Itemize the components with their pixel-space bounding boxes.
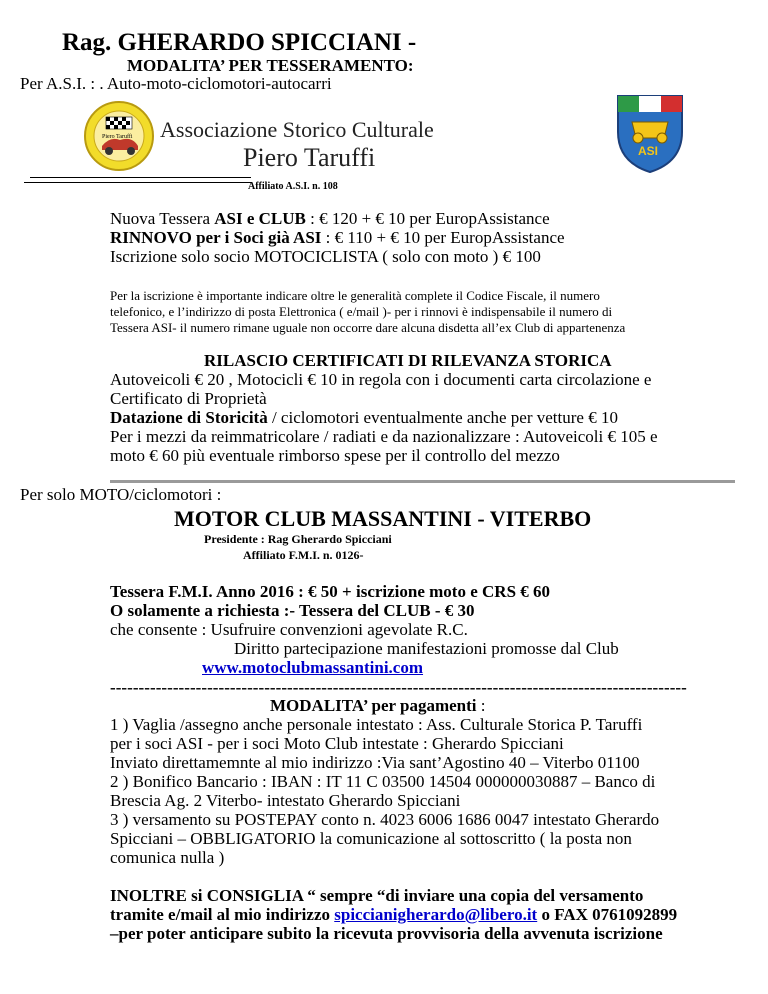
payment-line: Brescia Ag. 2 Viterbo- intestato Gherardo Spicciani xyxy=(110,791,461,810)
club-benefit: Diritto partecipazione manifestazioni promosse dal Club xyxy=(234,639,619,658)
fee-renewal xyxy=(110,228,565,248)
document-title: Rag. GHERARDO SPICCIANI - xyxy=(62,29,417,56)
club-card-fee: O solamente a richiesta :- Tessera del CLUB - € 30 xyxy=(110,601,475,620)
moto-club-affiliation: Affiliato F.M.I. n. 0126- xyxy=(243,548,364,562)
fee-new-bold: ASI e CLUB xyxy=(214,209,306,228)
club-website-link[interactable]: www.motoclubmassantini.com xyxy=(202,658,424,677)
payment-line: Spicciani – OBBLIGATORIO la comunicazione al sottoscritto ( la posta non xyxy=(110,829,632,848)
payment-line: 3 ) versamento su POSTEPAY conto n. 4023 6006 1686 0047 intestato Gherardo xyxy=(110,810,660,829)
asi-vehicle-types: Per A.S.I. : . Auto-moto-ciclomotori-autocarri xyxy=(20,74,332,93)
notice-line: Per la iscrizione è importante indicare oltre le generalità complete il Codice Fiscale, il numero xyxy=(110,288,600,303)
association-name-line1: Associazione Storico Culturale xyxy=(160,117,434,142)
asi-affiliation: Affiliato A.S.I. n. 108 xyxy=(248,181,338,192)
divider xyxy=(30,177,251,178)
notice-line: telefonico, e l’indirizzo di posta Elettronica ( e/mail )- per i rinnovi è indispensabile il numero di xyxy=(110,304,613,319)
email-link[interactable]: spiccianigherardo@libero.it xyxy=(334,905,538,924)
fee-renewal-amount: : € 110 + € 10 per EuropAssistance xyxy=(321,228,565,247)
section-separator xyxy=(110,480,735,483)
advice-contact-text: tramite e/mail al mio indirizzo xyxy=(110,905,335,924)
dating-text: / ciclomotori eventualmente anche per vetture € 10 xyxy=(267,408,618,427)
payment-heading xyxy=(270,696,486,716)
divider xyxy=(24,182,251,183)
certificates-heading: RILASCIO CERTIFICATI DI RILEVANZA STORICA xyxy=(204,351,612,370)
asi-shield-logo xyxy=(614,92,686,174)
payment-heading-suffix: : xyxy=(476,696,486,715)
payment-line: per i soci ASI - per i soci Moto Club intestate : Gherardo Spicciani xyxy=(110,734,564,753)
club-benefit: che consente : Usufruire convenzioni agevolate R.C. xyxy=(110,620,468,639)
certificates-line: Certificato di Proprietà xyxy=(110,389,267,408)
fee-new-label: Nuova Tessera xyxy=(110,209,215,228)
payment-line: 1 ) Vaglia /assegno anche personale intestato : Ass. Culturale Storica P. Taruffi xyxy=(110,715,643,734)
document-subtitle: MODALITA’ PER TESSERAMENTO: xyxy=(127,56,414,75)
moto-club-president: Presidente : Rag Gherardo Spicciani xyxy=(204,532,392,546)
fee-motorcyclist: Iscrizione solo socio MOTOCICLISTA ( solo con moto ) € 100 xyxy=(110,247,541,266)
dating-label: Datazione di Storicità xyxy=(110,408,268,427)
notice-line: Tessera ASI- il numero rimane uguale non occorre dare alcuna disdetta all’ex Club di appartenenza xyxy=(110,320,626,335)
certificates-line: moto € 60 più eventuale rimborso spese per il controllo del mezzo xyxy=(110,446,560,465)
dashed-separator: ----------------------------------------------------------------------------------------------------- xyxy=(110,678,687,697)
payment-line: 2 ) Bonifico Bancario : IBAN : IT 11 C 03500 14504 000000030887 – Banco di xyxy=(110,772,656,791)
logo-left-caption: Piero Taruffi xyxy=(102,134,133,140)
logo-right-caption: ASI xyxy=(638,144,659,158)
taruffi-club-logo xyxy=(80,100,158,172)
advice-fax: o FAX 0761092899 xyxy=(537,905,678,924)
moto-club-name: MOTOR CLUB MASSANTINI - VITERBO xyxy=(174,506,592,531)
advice-line: INOLTRE si CONSIGLIA “ sempre “di inviare una copia del versamento xyxy=(110,886,644,905)
fee-renewal-label: RINNOVO per i Soci già ASI xyxy=(110,228,322,247)
certificates-line: Autoveicoli € 20 , Motocicli € 10 in regola con i documenti carta circolazione e xyxy=(110,370,652,389)
certificates-line: Per i mezzi da reimmatricolare / radiati e da nazionalizzare : Autoveicoli € 105 e xyxy=(110,427,658,446)
payment-line: comunica nulla ) xyxy=(110,848,225,867)
fee-new-amount: : € 120 + € 10 per EuropAssistance xyxy=(305,209,550,228)
advice-contact xyxy=(110,905,677,925)
fmi-card-fee: Tessera F.M.I. Anno 2016 : € 50 + iscrizione moto e CRS € 60 xyxy=(110,582,551,601)
association-name-line2: Piero Taruffi xyxy=(243,143,376,172)
payment-line: Inviato direttamemnte al mio indirizzo :Via sant’Agostino 40 – Viterbo 01100 xyxy=(110,753,640,772)
certificates-dating xyxy=(110,408,618,428)
moto-intro: Per solo MOTO/ciclomotori : xyxy=(20,485,222,504)
fee-new-card xyxy=(110,209,550,229)
advice-line: –per poter anticipare subito la ricevuta provvisoria della avvenuta iscrizione xyxy=(110,924,663,943)
payment-heading-text: MODALITA’ per pagamenti xyxy=(270,696,477,715)
